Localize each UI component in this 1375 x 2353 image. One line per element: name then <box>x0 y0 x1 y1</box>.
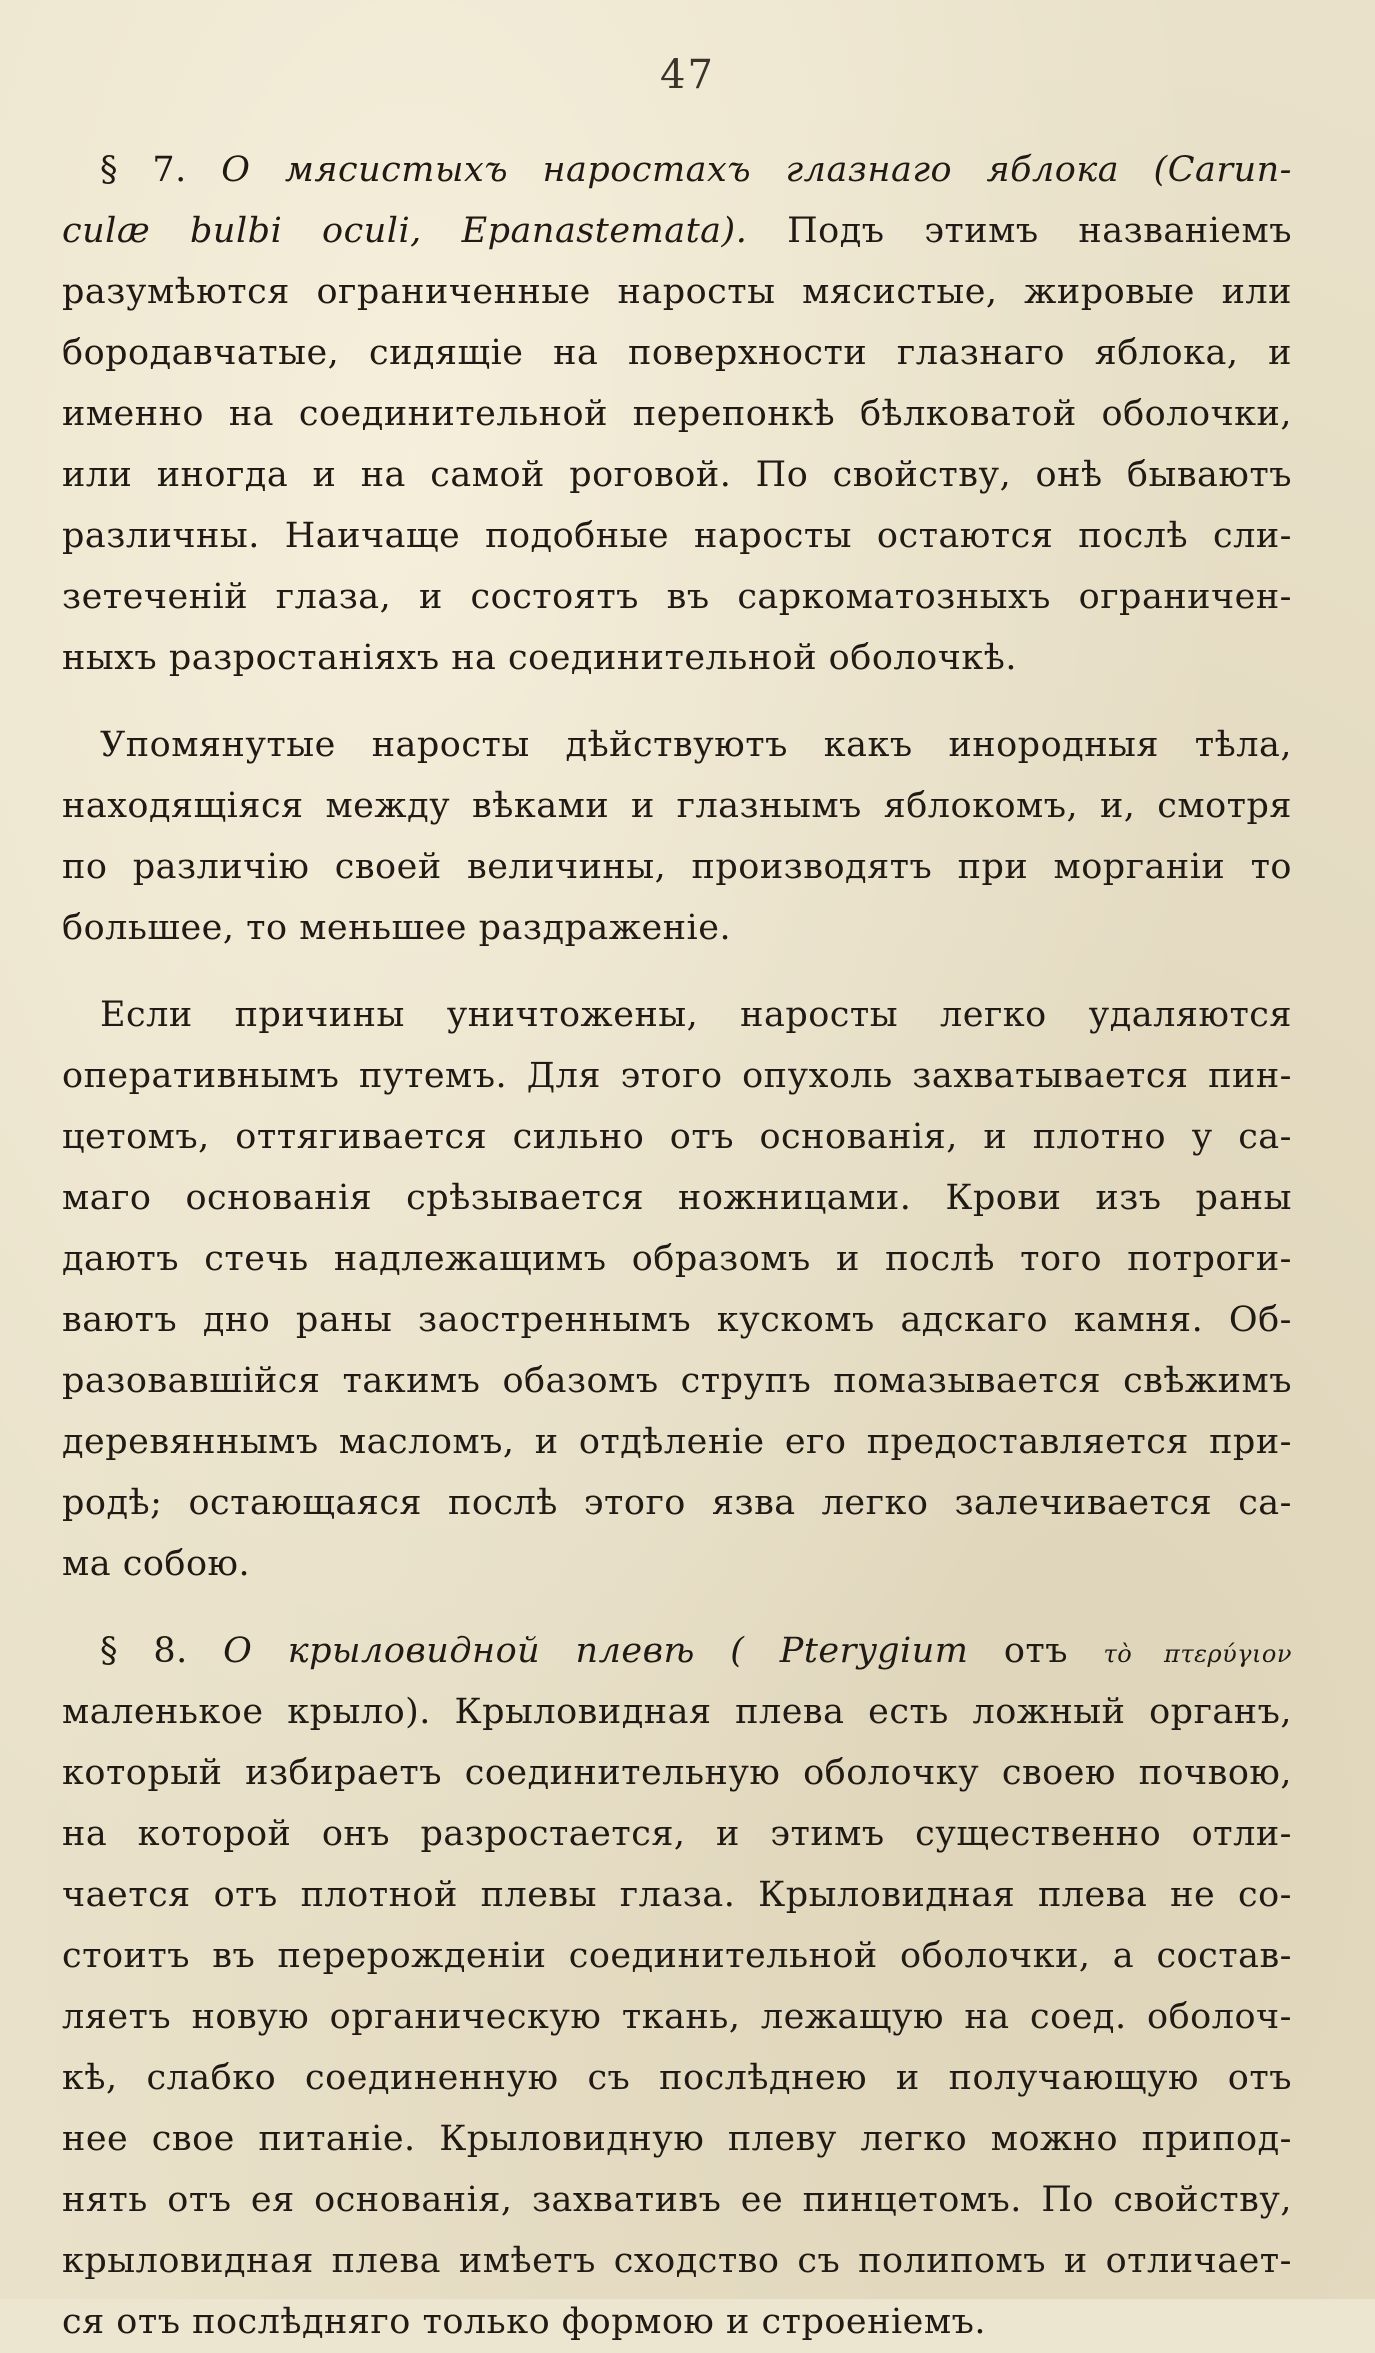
section-7-title: О мясистыхъ наростахъ глазнаго яблока (Carun- <box>221 150 1292 190</box>
text-line: деревяннымъ масломъ, и отдѣленіе его предоставляется при- <box>62 1422 1292 1462</box>
text-line: стоитъ въ перерожденіи соединительной оболочки, а состав- <box>62 1936 1292 1976</box>
section-7-paragraph <box>62 140 1292 689</box>
text-line: ваютъ дно раны заостреннымъ кускомъ адскаго камня. Об- <box>62 1300 1292 1340</box>
text-line: ся отъ послѣдняго только формою и строеніемъ. <box>62 2302 986 2342</box>
paragraph-2 <box>62 715 1292 959</box>
text-line: или иногда и на самой роговой. По свойству, онѣ бываютъ <box>62 455 1292 495</box>
section-7-heading-line <box>62 140 1292 201</box>
text-line: на которой онъ разростается, и этимъ существенно отли- <box>62 1814 1292 1854</box>
text-line: именно на соединительной перепонкѣ бѣлковатой оболочки, <box>62 394 1292 434</box>
text-line: кѣ, слабко соединенную съ послѣднею и получающую отъ <box>62 2058 1292 2098</box>
text-line: маленькое крыло). Крыловидная плева есть ложный органъ, <box>62 1692 1292 1732</box>
section-7-line-2-text: Подъ этимъ названіемъ <box>787 211 1292 251</box>
section-8-title: О крыловидной плевѣ <box>223 1631 695 1671</box>
text-line: по различію своей величины, производятъ при морганіи то <box>62 847 1292 887</box>
text-line: ныхъ разростаніяхъ на соединительной оболочкѣ. <box>62 638 1017 678</box>
paragraph-gap <box>62 959 1292 985</box>
text-line: даютъ стечь надлежащимъ образомъ и послѣ того потроги- <box>62 1239 1292 1279</box>
text-line: Упомянутые наросты дѣйствуютъ какъ инородныя тѣла, <box>100 725 1292 765</box>
text-line: находящіяся между вѣками и глазнымъ яблокомъ, и, смотря <box>62 786 1292 826</box>
section-8-greek-term: τὸ πτερύγιον <box>1103 1640 1292 1668</box>
text-line: зетеченій глаза, и состоятъ въ саркоматозныхъ ограничен- <box>62 577 1292 617</box>
section-7-latin-name: culæ bulbi oculi, Epanastemata). <box>62 211 748 251</box>
text-line: нять отъ ея основанія, захвативъ ее пинцетомъ. По свойству, <box>62 2180 1292 2220</box>
section-8-from-word: отъ <box>1003 1631 1069 1671</box>
section-8-heading-line <box>62 1621 1292 1682</box>
text-line: родѣ; остающаяся послѣ этого язва легко залечивается са- <box>62 1483 1292 1523</box>
text-line: ляетъ новую органическую ткань, лежащую на соед. оболоч- <box>62 1997 1292 2037</box>
text-line: который избираетъ соединительную оболочку своею почвою, <box>62 1753 1292 1793</box>
text-line: нее свое питаніе. Крыловидную плеву легко можно припод- <box>62 2119 1292 2159</box>
page-content <box>62 140 1292 2353</box>
text-line: крыловидная плева имѣетъ сходство съ полипомъ и отличает- <box>62 2241 1292 2281</box>
section-8-latin-name: ( Pterygium <box>730 1631 969 1671</box>
text-line: Если причины уничтожены, наросты легко удаляются <box>100 995 1292 1035</box>
paragraph-gap <box>62 689 1292 715</box>
section-7-number: § 7. <box>100 150 187 190</box>
text-line: разумѣются ограниченные наросты мясистые, жировые или <box>62 272 1292 312</box>
section-8-number: § 8. <box>100 1631 188 1671</box>
section-7-heading-line-2 <box>62 201 1292 262</box>
text-line: различны. Наичаще подобные наросты остаются послѣ сли- <box>62 516 1292 556</box>
text-line: большее, то меньшее раздраженіе. <box>62 908 732 948</box>
text-line: бородавчатые, сидящіе на поверхности глазнаго яблока, и <box>62 333 1292 373</box>
text-line: оперативнымъ путемъ. Для этого опухоль захватывается пин- <box>62 1056 1292 1096</box>
paragraph-gap <box>62 1595 1292 1621</box>
paragraph-3 <box>62 985 1292 1595</box>
text-line: маго основанія срѣзывается ножницами. Крови изъ раны <box>62 1178 1292 1218</box>
section-8-paragraph <box>62 1621 1292 2353</box>
text-line: ма собою. <box>62 1544 251 1584</box>
page-number: 47 <box>660 52 715 98</box>
text-line: разовавшійся такимъ обазомъ струпъ помазывается свѣжимъ <box>62 1361 1292 1401</box>
text-line: чается отъ плотной плевы глаза. Крыловидная плева не со- <box>62 1875 1292 1915</box>
text-line: цетомъ, оттягивается сильно отъ основанія, и плотно у са- <box>62 1117 1292 1157</box>
